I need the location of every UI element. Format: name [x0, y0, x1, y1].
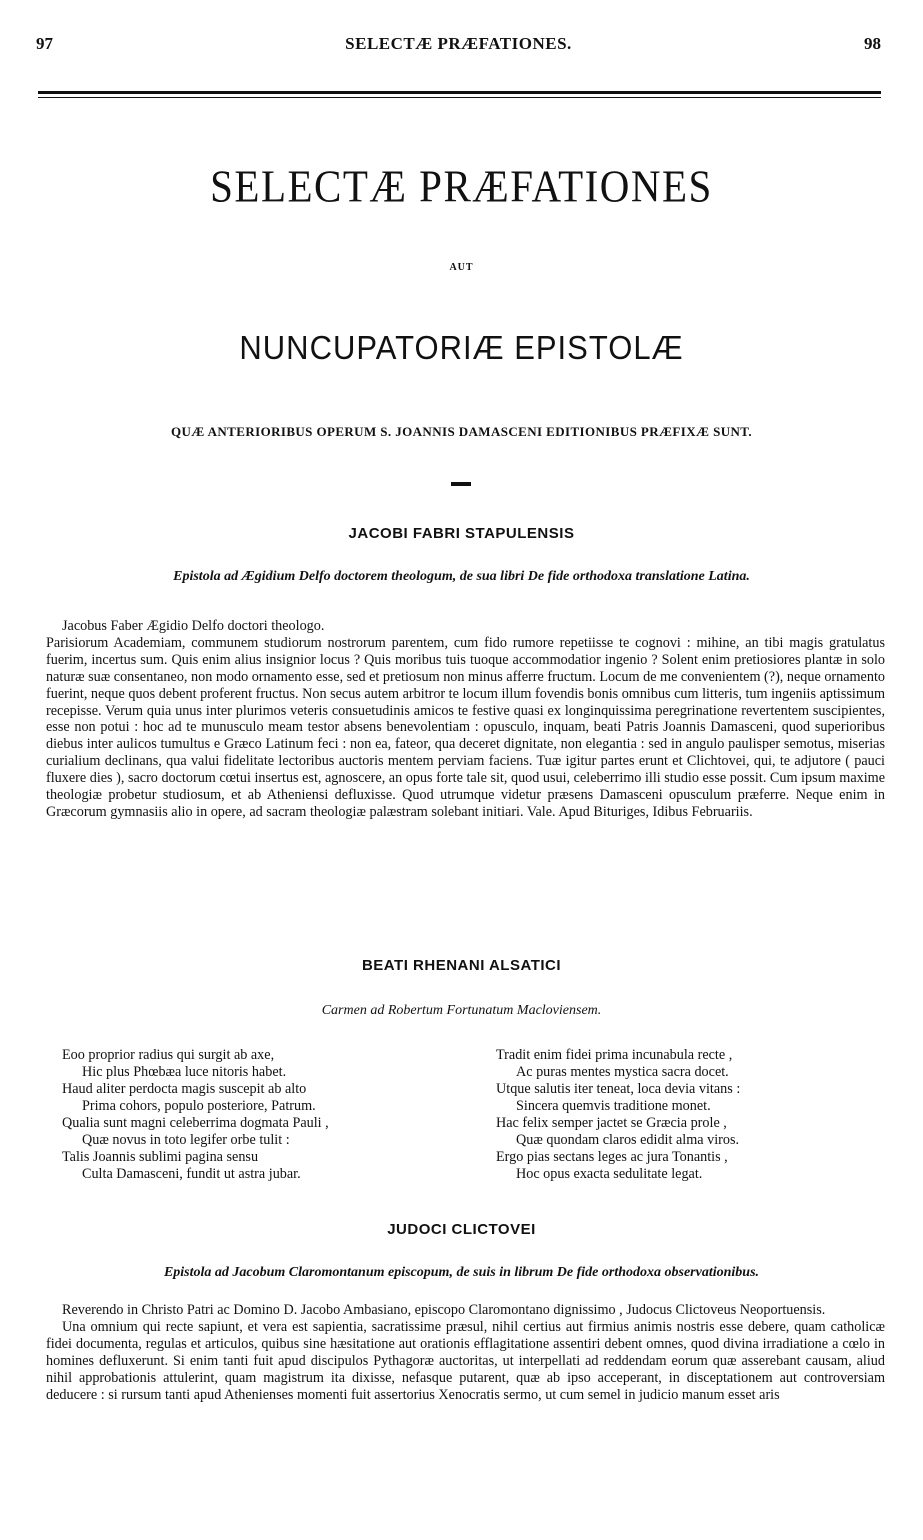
- poem-line: Hoc opus exacta sedulitate legat.: [516, 1166, 703, 1182]
- section1-text: [46, 618, 885, 821]
- main-title: SELECTÆ PRÆFATIONES: [210, 160, 713, 212]
- running-head: [36, 34, 881, 56]
- aut-connector: AUT: [449, 262, 474, 273]
- poem-line: Hac felix semper jactet se Græcia prole ,: [496, 1115, 727, 1131]
- poem-left-column: [62, 1047, 329, 1183]
- poem-line: Ergo pias sectans leges ac jura Tonantis ,: [496, 1149, 728, 1165]
- poem-line: Talis Joannis sublimi pagina sensu: [62, 1149, 259, 1165]
- running-title: SELECTÆ PRÆFATIONES.: [345, 34, 572, 53]
- poem-line: Culta Damasceni, fundit ut astra jubar.: [82, 1166, 301, 1182]
- poem-line: Haud aliter perdocta magis suscepit ab alto: [62, 1081, 307, 1097]
- section1-salutation: Jacobus Faber Ægidio Delfo doctori theologo.: [62, 618, 325, 634]
- section1-author: JACOBI FABRI STAPULENSIS: [348, 525, 575, 542]
- section3-text: [46, 1302, 885, 1403]
- poem-line: Tradit enim fidei prima incunabula recte ,: [496, 1047, 733, 1063]
- sub-title: NUNCUPATORIÆ EPISTOLÆ: [239, 328, 684, 367]
- section-divider-dash: [451, 482, 471, 486]
- section3-author: JUDOCI CLICTOVEI: [387, 1221, 536, 1238]
- poem-line: Eoo proprior radius qui surgit ab axe,: [62, 1047, 275, 1063]
- title-description: QUÆ ANTERIORIBUS OPERUM S. JOANNIS DAMASCENI EDITIONIBUS PRÆFIXÆ SUNT.: [170, 424, 753, 439]
- poem-line: Hic plus Phœbæa luce nitoris habet.: [82, 1064, 287, 1080]
- section2-author: BEATI RHENANI ALSATICI: [361, 957, 562, 974]
- page-number-right: 98: [864, 34, 881, 53]
- poem-line: Quæ quondam claros edidit alma viros.: [516, 1132, 740, 1148]
- section1-body: Parisiorum Academiam, communem studiorum nostrorum parentem, cum fido rumore repetiisse te cognovi : mihine, an tibi magis gratulatus fuerim, incertus sum. Quis enim alius insignior locus ? Quis moribus tuis tuoque accommodatior ingenio ? Solent enim pretiosiores plantæ in solo naturæ suæ consentaneo, non modo ornamento esse, sed et pretiosum non minus afferre fructum. Locum de me convenientem (?), neque ornamento fuerint, neque quos debent proferent fructus. Non secus autem arbitror te locum illum fovendis bonis omnibus cum litteris, tum ingeniis aptissimum recepisse. Verum quia unus inter plurimos veteris consuetudinis amicos te festive quasi ex longinquissima peregrinatione revertentem suscipientes, esse non potui : hoc ad te munusculo meam testor absens benevolentiam : opusculo, inquam, beati Patris Joannis Damasceni, quod superioribus diebus inter aulicos tumultus e Græco Latinum feci : non ea, fateor, qua deceret dignitate, non elegantia : sed in angulo paulisper semotus, miserias curialium declinans, qua valui fidelitate lectoribus auctoris mentem perviam faciens. Tuæ igitur partes erunt et Clichtovei, qui, te adjutore ( pauci fluxere dies ), sacro doctorum cœtui insertus est, agnoscere, an opus forte tale sit, quod usui, celeberrimo illi studio esse possit. Cum ipsum maxime theologiæ probetur studiosum, et ab Atheniensi defluxisse. Quod utrumque videtur præsens Damasceni opusculum præferre. Neque enim in Græcorum gymnasiis alio in opere, ad sacram theologiæ palæstram solebant initiari. Vale. Apud Bituriges, Idibus Februariis.: [46, 634, 885, 820]
- section3-body: Una omnium qui recte sapiunt, et vera est sapientia, sacratissime præsul, nihil certius aut firmius animis nostris esse debere, quam catholicæ fidei documenta, regulas et articulos, quibus sine hæsitatione aut orationis efflagitatione assentiri debent omnes, quod divina irradiatione a cœlo in homines defluxerunt. Si enim tanti fuit apud discipulos Pythagoræ auctoritas, ut interpellati ad reddendam eorum quæ asserebant causam, aliud nihil approbationis attulerint, quam magistrum ita dixisse, nefasque putarent, quæ ab ipso acceperant, in disceptationem aut controversiam deducere : si rursum tanti apud Athenienses momenti fuit assertorius Xenocratis sermo, ut cum semel in judicio manum esset aris: [46, 1318, 885, 1403]
- poem-line: Quæ novus in toto legifer orbe tulit :: [82, 1132, 290, 1148]
- poem-line: Qualia sunt magni celeberrima dogmata Pauli ,: [62, 1115, 329, 1131]
- header-rule-thin: [38, 97, 881, 98]
- poem-right-column: [496, 1047, 740, 1183]
- header-rule-thick: [38, 91, 881, 94]
- poem-line: Ac puras mentes mystica sacra docet.: [516, 1064, 729, 1080]
- section1-subtitle: Epistola ad Ægidium Delfo doctorem theologum, de sua libri De fide orthodoxa translatione Latina.: [173, 569, 750, 584]
- section2-subtitle: Carmen ad Robertum Fortunatum Macloviensem.: [321, 1003, 602, 1018]
- poem-line: Prima cohors, populo posteriore, Patrum.: [82, 1098, 316, 1114]
- section3-subtitle: Epistola ad Jacobum Claromontanum episcopum, de suis in librum De fide orthodoxa observationibus.: [163, 1265, 760, 1280]
- poem-line: Utque salutis iter teneat, loca devia vitans :: [496, 1081, 741, 1097]
- poem-line: Sincera quemvis traditione monet.: [516, 1098, 711, 1114]
- page-number-left: 97: [36, 34, 53, 53]
- section3-salutation: Reverendo in Christo Patri ac Domino D. Jacobo Ambasiano, episcopo Claromontano dignissimo , Judocus Clictoveus Neoportuensis.: [62, 1302, 826, 1318]
